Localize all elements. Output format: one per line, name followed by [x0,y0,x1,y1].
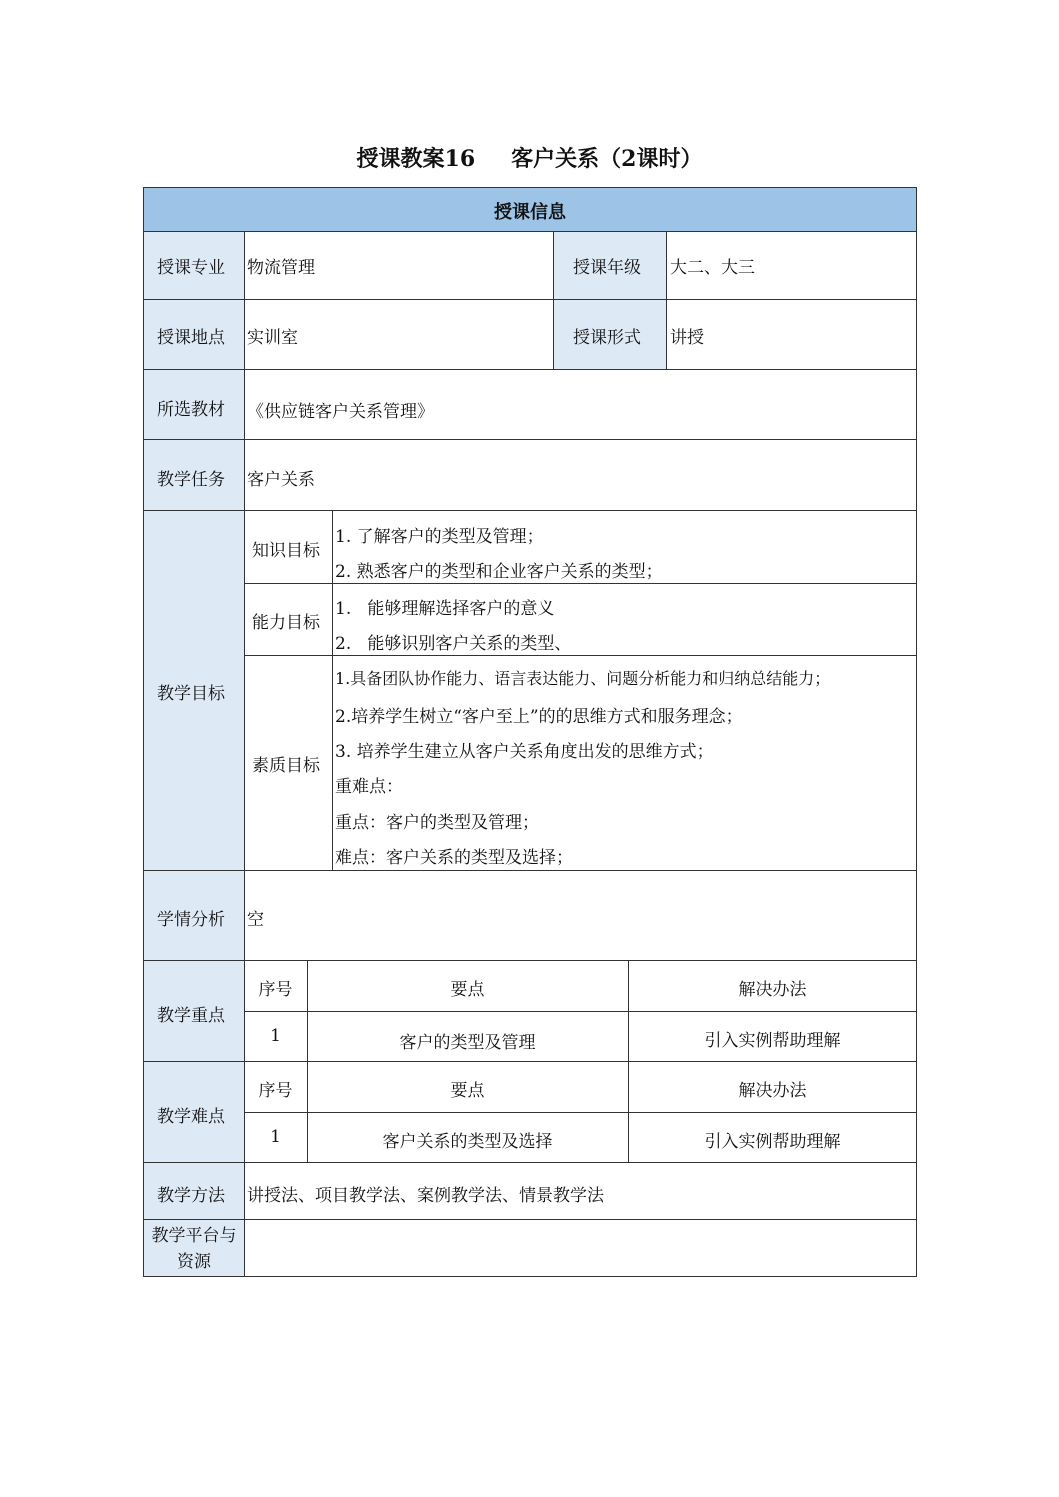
analysis-value: 空 [247,910,264,930]
methods-label: 教学方法 [157,1186,225,1206]
difficulties-label: 教学难点 [157,1107,225,1127]
knowledge-objective-line: 2. 熟悉客户的类型和企业客户关系的类型； [335,562,663,582]
difficulties-col-no: 序号 [258,1081,293,1101]
quality-objective-line: 2.培养学生树立“客户至上”的的思维方式和服务理念； [335,707,743,727]
form-value: 讲授 [670,328,704,348]
quality-objective-line: 难点：客户关系的类型及选择； [335,848,573,868]
quality-objective-line: 3. 培养学生建立从客户关系角度出发的思维方式； [335,742,714,762]
task-label: 教学任务 [157,470,225,490]
difficulties-row-point: 客户关系的类型及选择 [382,1132,553,1152]
grade-label: 授课年级 [573,258,641,278]
platform-label-line: 教学平台与 [151,1226,237,1246]
grade-value: 大二、大三 [670,258,755,278]
quality-objective-line: 重难点： [335,777,403,797]
knowledge-objective-label: 知识目标 [252,541,320,561]
quality-objective-line: 1.具备团队协作能力、语言表达能力、问题分析能力和归纳总结能力； [335,669,831,688]
major-value: 物流管理 [247,258,315,278]
difficulties-row-solution: 引入实例帮助理解 [704,1132,841,1152]
ability-objective-line: 1. 能够理解选择客户的意义 [335,599,555,619]
textbook-label: 所选教材 [157,400,225,420]
major-label: 授课专业 [157,258,225,278]
platform-label-line: 资源 [177,1252,211,1272]
objectives-label: 教学目标 [157,684,225,704]
ability-objective-label: 能力目标 [252,613,320,633]
keypoints-row-solution: 引入实例帮助理解 [704,1031,841,1051]
knowledge-objective-line: 1. 了解客户的类型及管理； [335,527,544,547]
methods-value: 讲授法、项目教学法、案例教学法、情景教学法 [247,1186,604,1206]
analysis-label: 学情分析 [157,910,225,930]
quality-objective-label: 素质目标 [252,756,320,776]
title-topic: 客户关系（2课时） [511,146,703,172]
keypoints-col-no: 序号 [258,980,293,1000]
ability-objective-line: 2. 能够识别客户关系的类型、 [335,634,572,654]
table-frame [143,187,917,1277]
header-text: 授课信息 [494,202,566,223]
title-lesson-number: 授课教案16 [356,146,476,172]
textbook-value: 《供应链客户关系管理》 [247,402,434,422]
location-value: 实训室 [247,328,298,348]
task-value: 客户关系 [247,470,315,490]
difficulties-col-solution: 解决办法 [738,1081,807,1101]
keypoints-col-solution: 解决办法 [738,980,807,1000]
keypoints-col-point: 要点 [450,980,485,1000]
location-label: 授课地点 [157,328,225,348]
keypoints-row-point: 客户的类型及管理 [399,1033,536,1053]
keypoints-label: 教学重点 [157,1006,225,1026]
page-title [0,142,1059,173]
quality-objective-line: 重点：客户的类型及管理； [335,813,539,833]
difficulties-row-no: 1 [270,1127,281,1147]
platform-label [143,1223,245,1275]
difficulties-col-point: 要点 [450,1081,485,1101]
keypoints-row-no: 1 [270,1026,281,1046]
form-label: 授课形式 [573,328,641,348]
